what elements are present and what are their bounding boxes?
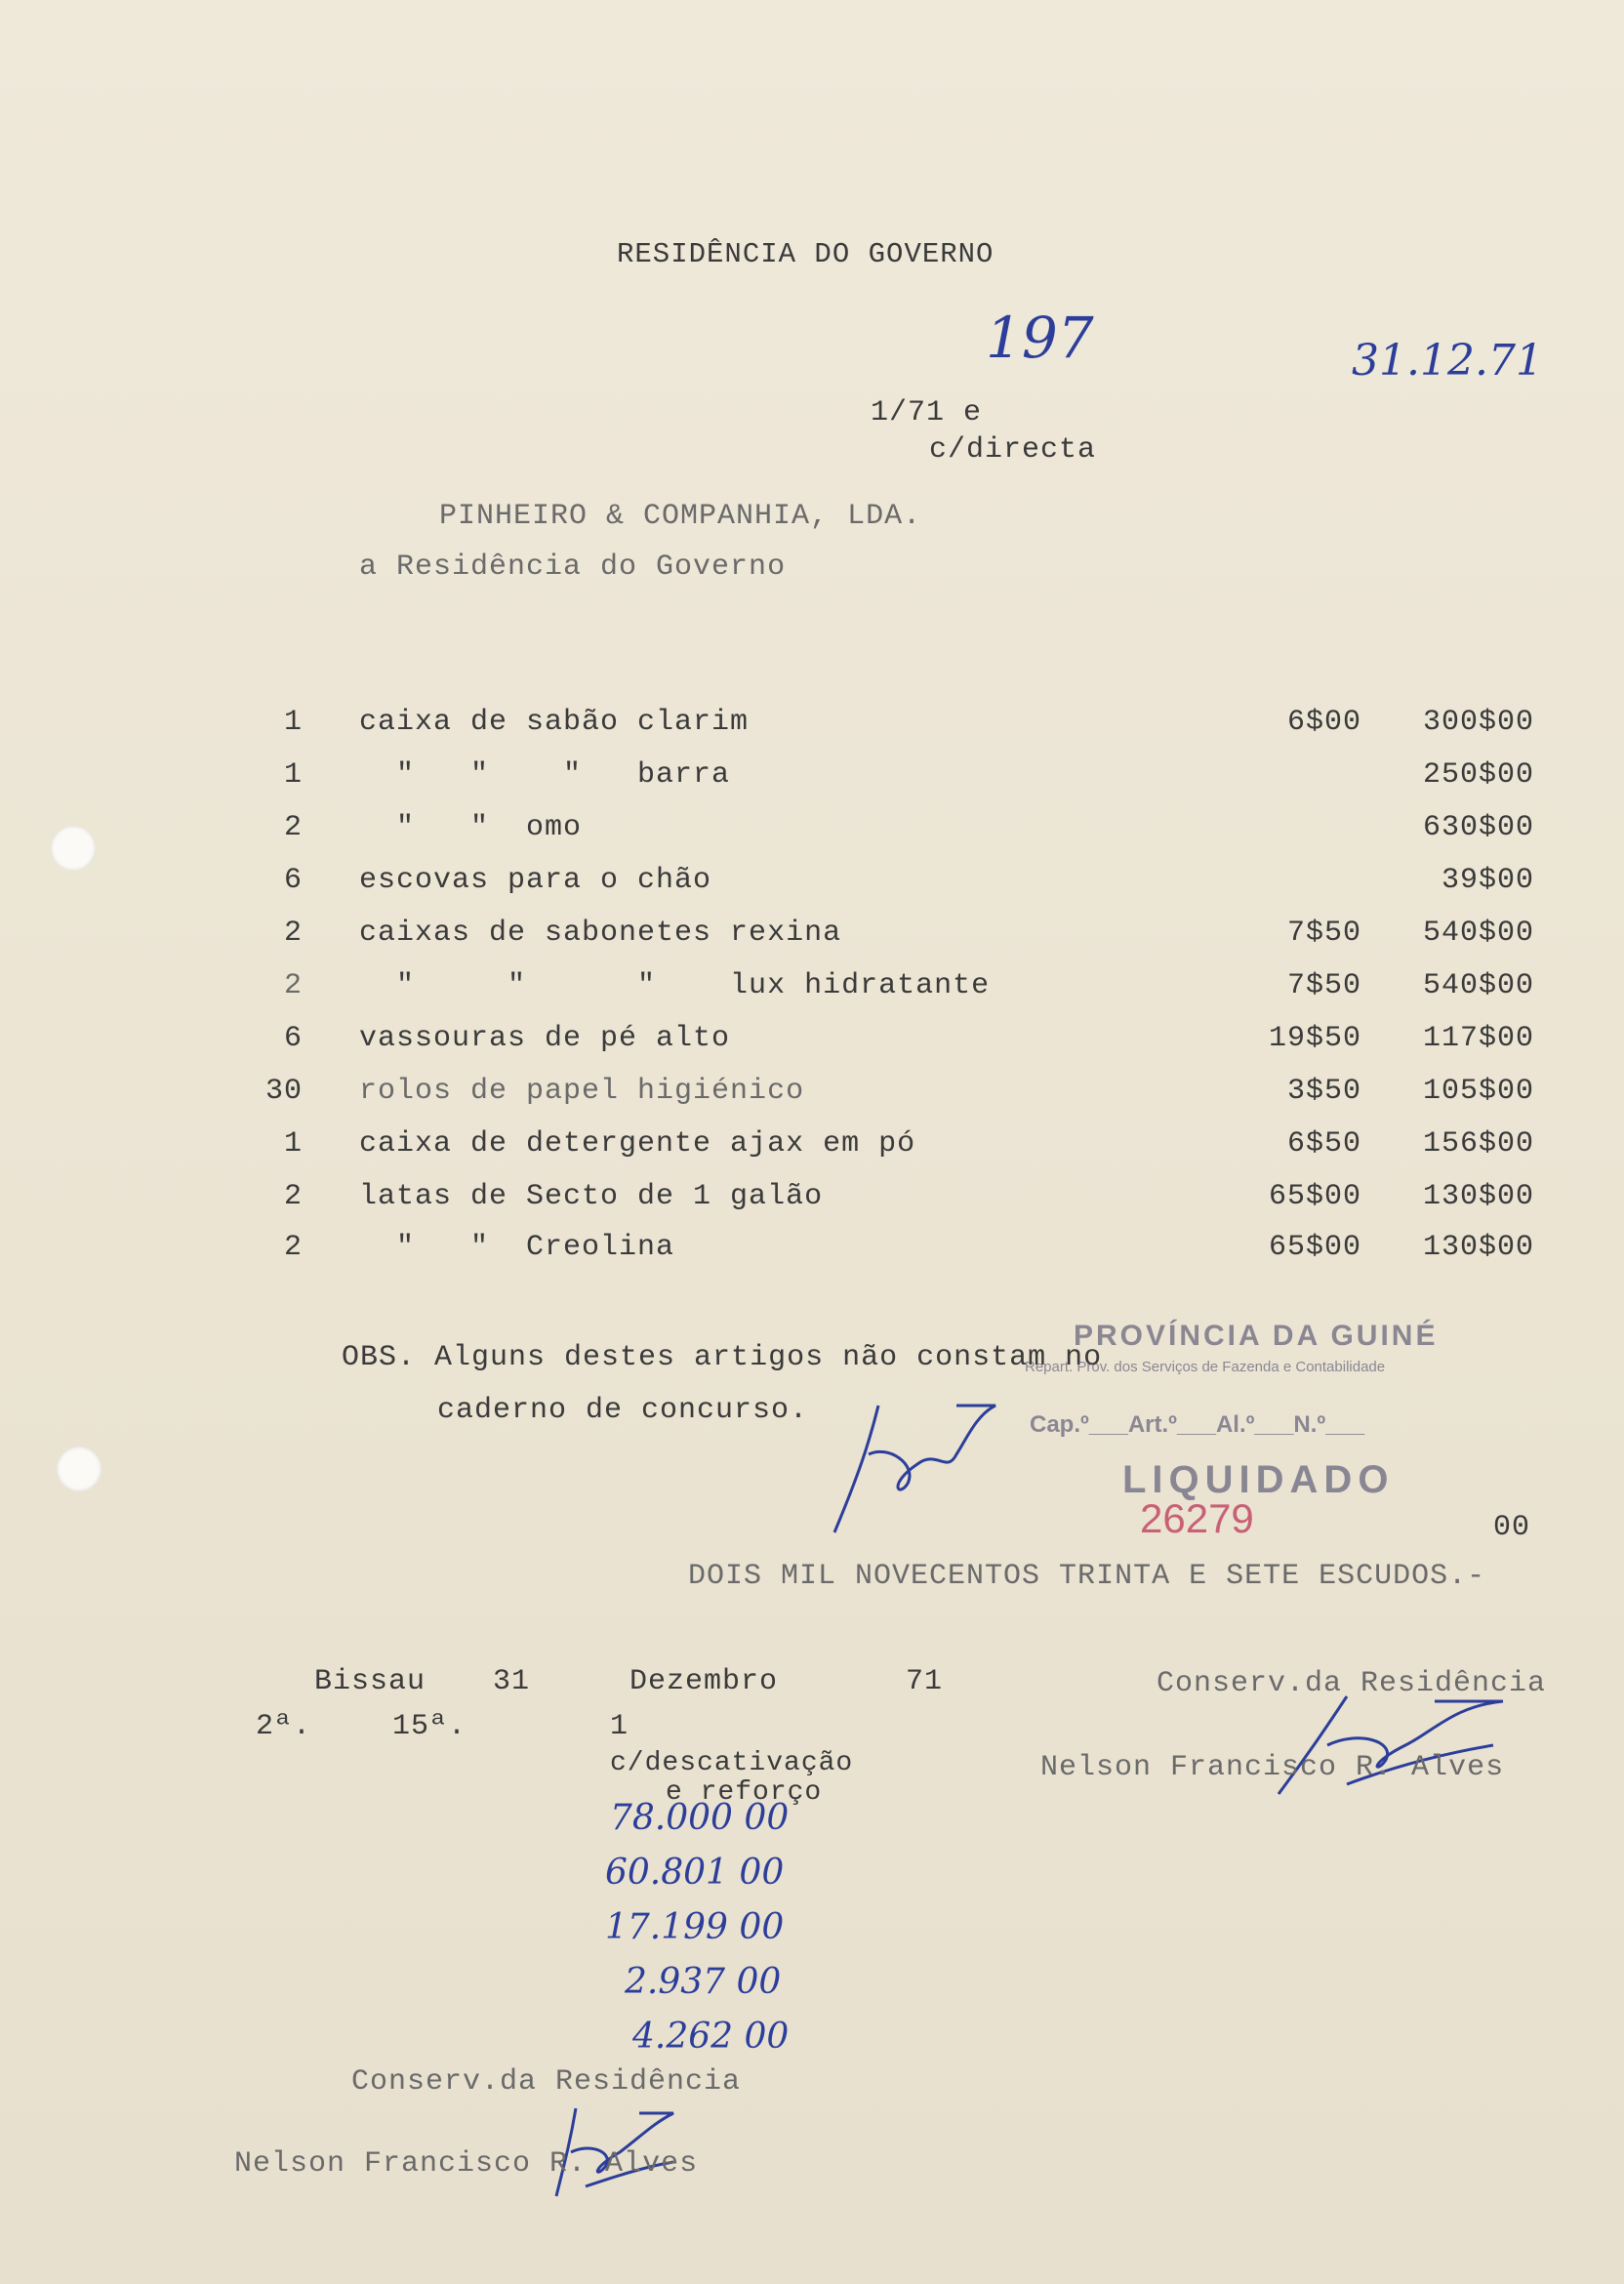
item-desc: caixa de sabão clarim — [359, 706, 750, 739]
item-qty: 2 — [283, 1231, 303, 1264]
item-total: 156$00 — [1422, 1127, 1534, 1161]
list-item — [0, 966, 1624, 1005]
item-unit-price: 19$50 — [1268, 1022, 1361, 1055]
item-unit-price: 3$50 — [1286, 1075, 1361, 1108]
handwritten-amount: 78.000 00 — [610, 1798, 790, 1838]
punch-hole-bottom — [57, 1447, 102, 1491]
obs-line-1: OBS. Alguns destes artigos não constam no — [342, 1341, 1103, 1374]
stamp-province: PROVÍNCIA DA GUINÉ — [1074, 1320, 1439, 1352]
list-item — [0, 1019, 1624, 1058]
list-item — [0, 1177, 1624, 1216]
code-4: c/descativação — [610, 1748, 854, 1778]
item-unit-price: 7$50 — [1286, 917, 1361, 950]
item-desc: " " " barra — [359, 758, 731, 792]
item-desc: rolos de papel higiénico — [359, 1075, 805, 1108]
amount-in-words: DOIS MIL NOVECENTOS TRINTA E SETE ESCUDOS.- — [688, 1560, 1486, 1593]
item-total: 300$00 — [1422, 706, 1534, 739]
supplier-name: PINHEIRO & COMPANHIA, LDA. — [439, 500, 922, 533]
item-total: 130$00 — [1422, 1231, 1534, 1264]
item-unit-price: 6$00 — [1286, 706, 1361, 739]
item-qty: 2 — [283, 917, 303, 950]
item-qty: 6 — [283, 1022, 303, 1055]
list-item — [0, 1072, 1624, 1111]
item-desc: caixa de detergente ajax em pó — [359, 1127, 916, 1161]
item-total: 39$00 — [1441, 864, 1534, 897]
item-qty: 30 — [264, 1075, 303, 1108]
item-desc: caixas de sabonetes rexina — [359, 917, 842, 950]
stamp-liquidado: LIQUIDADO — [1122, 1458, 1395, 1501]
list-item — [0, 1124, 1624, 1163]
item-desc: vassouras de pé alto — [359, 1022, 731, 1055]
item-desc: " " " lux hidratante — [359, 969, 991, 1002]
handwritten-amount: 2.937 00 — [625, 1962, 782, 2002]
item-desc: escovas para o chão — [359, 864, 712, 897]
item-qty: 2 — [283, 969, 303, 1002]
code-3: 1 — [610, 1710, 629, 1743]
signature-right — [1269, 1687, 1513, 1804]
signature-bottom-name: Nelson Francisco R. Alves — [234, 2147, 699, 2181]
document-title: RESIDÊNCIA DO GOVERNO — [617, 238, 995, 270]
year: 71 — [906, 1665, 944, 1698]
city: Bissau — [314, 1665, 426, 1698]
item-qty: 1 — [283, 1127, 303, 1161]
item-total: 250$00 — [1422, 758, 1534, 792]
reference-line-1: 1/71 e — [871, 396, 983, 429]
item-desc: " " omo — [359, 811, 583, 844]
obs-line-2: caderno de concurso. — [437, 1394, 809, 1427]
month: Dezembro — [629, 1665, 779, 1698]
item-qty: 1 — [283, 706, 303, 739]
item-unit-price: 6$50 — [1286, 1127, 1361, 1161]
item-desc: latas de Secto de 1 galão — [359, 1180, 824, 1213]
item-total: 630$00 — [1422, 811, 1534, 844]
day: 31 — [493, 1665, 531, 1698]
handwritten-date: 31.12.71 — [1352, 336, 1543, 386]
total-fragment: 00 — [1493, 1511, 1531, 1544]
item-qty: 2 — [283, 811, 303, 844]
stamp-fields: Cap.º___Art.º___Al.º___N.º___ — [1030, 1411, 1365, 1438]
handwritten-amount: 17.199 00 — [605, 1907, 785, 1947]
signature-obs — [830, 1386, 1005, 1542]
item-unit-price: 65$00 — [1268, 1180, 1361, 1213]
reference-line-2: c/directa — [929, 433, 1097, 467]
signature-right-name: Nelson Francisco R. Alves — [1040, 1751, 1505, 1784]
signature-right-role: Conserv.da Residência — [1157, 1667, 1547, 1700]
list-item — [0, 914, 1624, 953]
item-unit-price: 65$00 — [1268, 1231, 1361, 1264]
list-item — [0, 1228, 1624, 1267]
list-item — [0, 703, 1624, 742]
signature-bottom-role: Conserv.da Residência — [351, 2065, 742, 2099]
handwritten-number: 197 — [986, 305, 1094, 371]
list-item — [0, 808, 1624, 847]
code-5: e reforço — [666, 1777, 823, 1808]
item-qty: 6 — [283, 864, 303, 897]
item-total: 105$00 — [1422, 1075, 1534, 1108]
item-total: 130$00 — [1422, 1180, 1534, 1213]
handwritten-amount: 4.262 00 — [632, 2017, 790, 2057]
recipient-line: a Residência do Governo — [359, 551, 787, 584]
item-unit-price: 7$50 — [1286, 969, 1361, 1002]
item-total: 540$00 — [1422, 917, 1534, 950]
list-item — [0, 755, 1624, 795]
item-desc: " " Creolina — [359, 1231, 675, 1264]
stamp-department: Repart. Prov. dos Serviços de Fazenda e Contabilidade — [1025, 1359, 1386, 1375]
handwritten-amount: 60.801 00 — [605, 1853, 785, 1893]
stamp-number: 26279 — [1140, 1495, 1254, 1541]
item-qty: 2 — [283, 1180, 303, 1213]
item-total: 540$00 — [1422, 969, 1534, 1002]
item-total: 117$00 — [1422, 1022, 1534, 1055]
item-qty: 1 — [283, 758, 303, 792]
code-1: 2ª. — [256, 1710, 312, 1743]
code-2: 15ª. — [392, 1710, 467, 1743]
list-item — [0, 861, 1624, 900]
